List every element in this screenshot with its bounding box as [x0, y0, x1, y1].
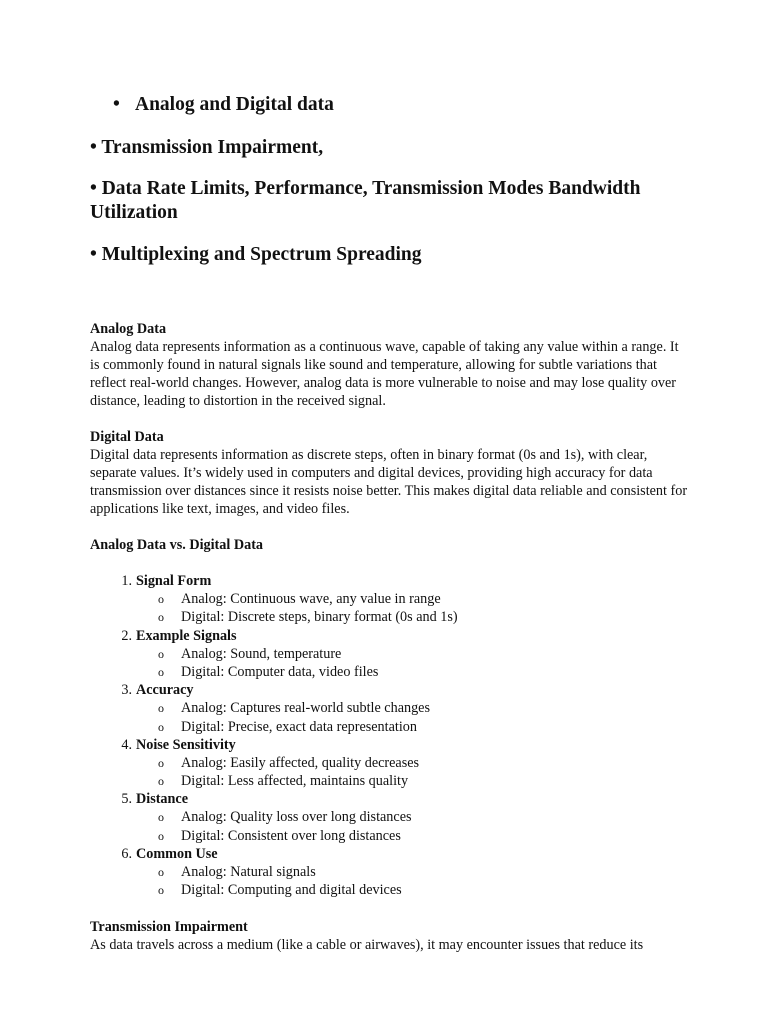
bullet-text: Transmission Impairment,: [101, 137, 324, 158]
circle-bullet-icon: o: [158, 610, 164, 625]
list-item: [90, 736, 690, 791]
sub-list-item: o Analog: Continuous wave, any value in range: [158, 591, 441, 608]
list-number: 6.: [121, 845, 132, 862]
sub-list-item: o Analog: Captures real-world subtle changes: [158, 700, 430, 717]
section-paragraph: Digital data represents information as discrete steps, often in binary format (0s and 1s), with clear, separate values. It’s widely used in computers and digital devices, providing high accuracy for data transmission over distances since it resists noise better. This makes digital data reliable and consistent for applications like text, images, and video files.: [90, 447, 688, 517]
bullet-text: Multiplexing and Spectrum Spreading: [101, 244, 422, 265]
sub-list-item: o Digital: Discrete steps, binary format (0s and 1s): [158, 609, 458, 626]
circle-bullet-icon: o: [158, 828, 164, 843]
circle-bullet-icon: o: [158, 774, 164, 789]
bullet-dot-icon: •: [113, 94, 120, 115]
section-heading: Digital Data: [90, 429, 164, 445]
circle-bullet-icon: o: [158, 701, 164, 716]
circle-bullet-icon: o: [158, 755, 164, 770]
circle-bullet-icon: o: [158, 646, 164, 661]
sub-list-item: o Analog: Quality loss over long distances: [158, 809, 412, 826]
bullet-text: Data Rate Limits, Performance, Transmission Modes Bandwidth Utilization: [90, 178, 641, 223]
sub-list-item: o Digital: Less affected, maintains quality: [158, 773, 409, 790]
list-number: 2.: [121, 627, 132, 644]
list-number: 1.: [121, 573, 132, 589]
list-item: [90, 681, 690, 736]
list-item: [90, 790, 690, 845]
sub-list-item: o Digital: Precise, exact data representation: [158, 718, 417, 735]
list-number: 3.: [121, 682, 132, 699]
section-heading: Analog Data: [90, 321, 167, 337]
bullet-item: [90, 177, 690, 225]
section-paragraph: As data travels across a medium (like a cable or airwaves), it may encounter issues that reduce its: [90, 937, 644, 953]
list-item-label: Signal Form: [136, 573, 212, 589]
list-item-label: Distance: [136, 791, 189, 808]
sub-list-item: o Analog: Easily affected, quality decreases: [158, 754, 420, 771]
sub-list-item: o Analog: Natural signals: [158, 864, 316, 880]
bullet-dot-icon: •: [90, 178, 97, 199]
bullet-item: [90, 243, 422, 267]
circle-bullet-icon: o: [158, 883, 164, 898]
sub-list-item: o Digital: Computer data, video files: [158, 663, 379, 680]
sub-list-item: o Digital: Consistent over long distances: [158, 827, 401, 844]
section-transmission-impairment: [90, 918, 690, 954]
list-item-label: Accuracy: [136, 682, 194, 699]
bullet-text: Analog and Digital data: [135, 94, 334, 115]
circle-bullet-icon: o: [158, 664, 164, 679]
list-item: [90, 627, 690, 682]
bullet-dot-icon: •: [90, 244, 97, 265]
section-digital-data: [90, 428, 690, 518]
list-item-label: Common Use: [136, 845, 218, 862]
comparison-list: [90, 572, 690, 899]
bullet-item: [113, 93, 334, 117]
list-item-label: Example Signals: [136, 627, 237, 644]
circle-bullet-icon: o: [158, 592, 164, 607]
bullet-dot-icon: •: [90, 137, 97, 158]
sub-list-item: o Analog: Sound, temperature: [158, 645, 342, 662]
list-item-label: Noise Sensitivity: [136, 736, 236, 753]
list-item: [90, 572, 690, 627]
circle-bullet-icon: o: [158, 810, 164, 825]
list-item: [90, 845, 690, 900]
circle-bullet-icon: o: [158, 719, 164, 734]
section-comparison: [90, 536, 690, 554]
list-number: 4.: [121, 736, 132, 753]
section-heading: Transmission Impairment: [90, 919, 248, 935]
bullet-item: [90, 136, 323, 160]
sub-list-item: o Digital: Computing and digital devices: [158, 882, 402, 899]
section-paragraph: Analog data represents information as a continuous wave, capable of taking any value within a range. It is commonly found in natural signals like sound and temperature, allowing for subtle variations that reflect real-world changes. However, analog data is more vulnerable to noise and may lose quality over distance, leading to distortion in the received signal.: [90, 339, 679, 409]
list-number: 5.: [121, 791, 132, 808]
circle-bullet-icon: o: [158, 865, 164, 879]
section-heading: Analog Data vs. Digital Data: [90, 537, 264, 553]
section-analog-data: [90, 320, 690, 410]
